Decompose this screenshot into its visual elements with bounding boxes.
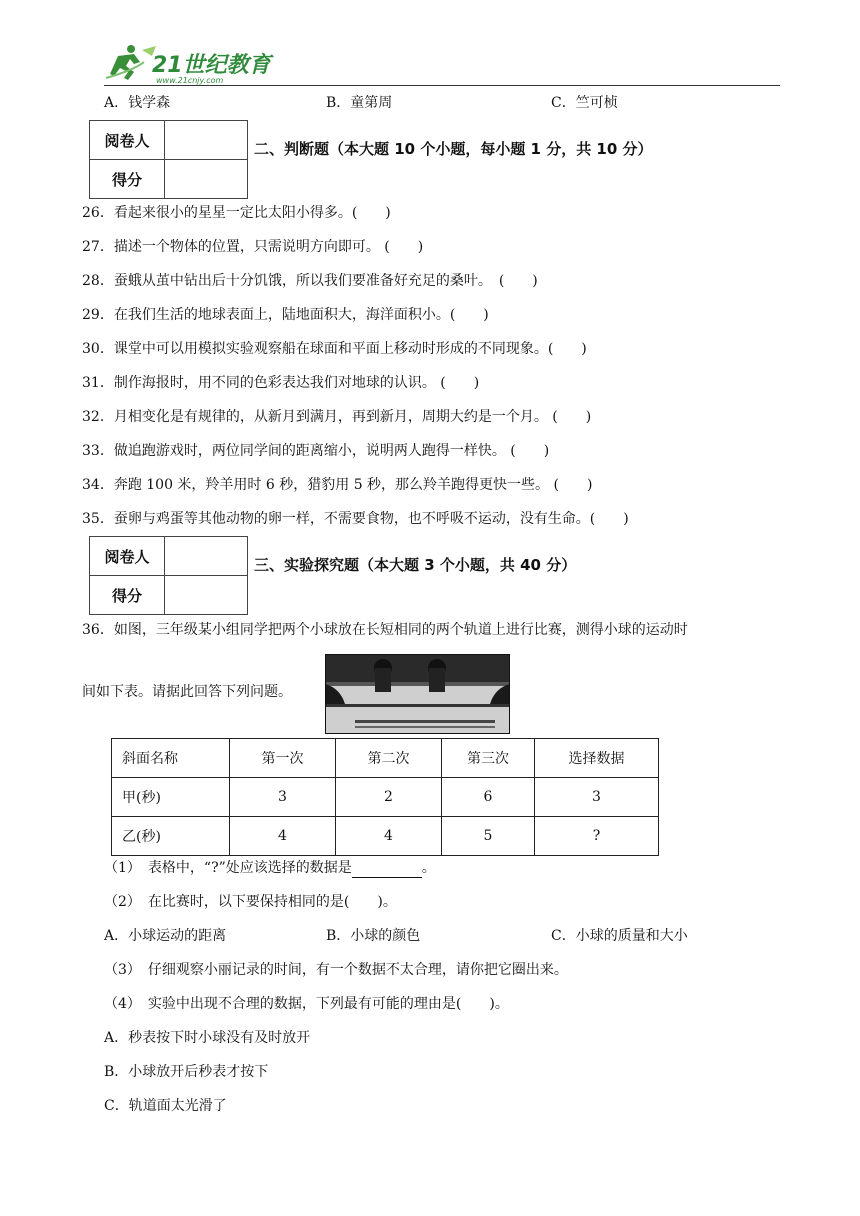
q36-sub1-end: 。 <box>421 860 436 876</box>
answer-blank[interactable] <box>352 863 422 878</box>
table-cell: 3 <box>230 778 336 817</box>
table-cell: 乙(秒) <box>112 817 230 856</box>
q25-option-b: B．童第周 <box>326 95 393 111</box>
table-cell: 5 <box>442 817 535 856</box>
q36-sub2-option-a: A．小球运动的距离 <box>104 928 227 944</box>
q36-sub3: （3） 仔细观察小丽记录的时间，有一个数据不太合理，请你把它圈出来。 <box>104 962 568 978</box>
table-cell: 2 <box>336 778 442 817</box>
q36-sub2: （2） 在比赛时，以下要保持相同的是( )。 <box>104 894 397 910</box>
reviewer-field[interactable] <box>165 121 248 160</box>
question-36-stem-line1: 36．如图，三年级某小组同学把两个小球放在长短相同的两个轨道上进行比赛，测得小球的运动时 <box>82 622 688 638</box>
reviewer-label: 阅卷人 <box>90 121 165 160</box>
q36-sub2-option-b: B．小球的颜色 <box>326 928 421 944</box>
table-header-cell: 斜面名称 <box>112 739 230 778</box>
score-label: 得分 <box>90 160 165 199</box>
score-field[interactable] <box>165 576 248 615</box>
question-33: 33．做追跑游戏时，两位同学间的距离缩小，说明两人跑得一样快。 ( ) <box>82 443 550 459</box>
q36-sub4: （4） 实验中出现不合理的数据，下列最有可能的理由是( )。 <box>104 996 509 1012</box>
table-cell: 3 <box>535 778 659 817</box>
q36-sub4-option-c: C．轨道面太光滑了 <box>104 1098 227 1114</box>
question-26: 26．看起来很小的星星一定比太阳小得多。( ) <box>82 205 391 221</box>
section3-title: 三、实验探究题（本大题 3 个小题，共 40 分） <box>254 556 577 574</box>
race-time-table <box>111 738 659 856</box>
question-30: 30．课堂中可以用模拟实验观察船在球面和平面上移动时形成的不同现象。( ) <box>82 341 587 357</box>
section2-title: 二、判断题（本大题 10 个小题，每小题 1 分，共 10 分） <box>254 140 653 158</box>
question-36-stem-line2: 间如下表。请据此回答下列问题。 <box>82 684 292 700</box>
q36-sub2-option-c: C．小球的质量和大小 <box>551 928 688 944</box>
table-cell: 6 <box>442 778 535 817</box>
track-experiment-photo <box>325 654 510 734</box>
table-header-cell: 第一次 <box>230 739 336 778</box>
question-29: 29．在我们生活的地球表面上，陆地面积大，海洋面积小。( ) <box>82 307 489 323</box>
question-28: 28．蚕蛾从茧中钻出后十分饥饿，所以我们要准备好充足的桑叶。 ( ) <box>82 273 538 289</box>
question-31: 31．制作海报时，用不同的色彩表达我们对地球的认识。 ( ) <box>82 375 480 391</box>
score-field[interactable] <box>165 160 248 199</box>
table-header-cell: 第三次 <box>442 739 535 778</box>
reviewer-field[interactable] <box>165 537 248 576</box>
q36-sub1-text: （1） 表格中，“?”处应该选择的数据是 <box>104 860 352 876</box>
table-cell: 4 <box>230 817 336 856</box>
q25-option-c: C．竺可桢 <box>551 95 618 111</box>
table-row <box>112 817 659 856</box>
question-32: 32．月相变化是有规律的，从新月到满月，再到新月，周期大约是一个月。 ( ) <box>82 409 592 425</box>
table-header-cell: 选择数据 <box>535 739 659 778</box>
svg-text:21世纪教育: 21世纪教育 <box>152 53 271 78</box>
table-cell: ? <box>535 817 659 856</box>
score-label: 得分 <box>90 576 165 615</box>
q36-sub1 <box>104 858 436 878</box>
question-34: 34．奔跑 100 米，羚羊用时 6 秒，猎豹用 5 秒，那么羚羊跑得更快一些。 ( ) <box>82 477 593 493</box>
table-cell: 甲(秒) <box>112 778 230 817</box>
question-35: 35．蚕卵与鸡蛋等其他动物的卵一样，不需要食物，也不呼吸不运动，没有生命。( ) <box>82 511 629 527</box>
q36-sub4-option-b: B．小球放开后秒表才按下 <box>104 1064 269 1080</box>
svg-text:www.21cnjy.com: www.21cnjy.com <box>156 76 224 85</box>
site-logo <box>104 42 274 86</box>
table-row <box>112 778 659 817</box>
reviewer-label: 阅卷人 <box>90 537 165 576</box>
section2-score-box <box>89 120 248 199</box>
section3-score-box <box>89 536 248 615</box>
table-header-cell: 第二次 <box>336 739 442 778</box>
question-27: 27．描述一个物体的位置，只需说明方向即可。 ( ) <box>82 239 424 255</box>
q25-option-a: A．钱学森 <box>104 95 171 111</box>
header-rule <box>104 85 780 86</box>
q36-sub4-option-a: A．秒表按下时小球没有及时放开 <box>104 1030 311 1046</box>
table-header-row <box>112 739 659 778</box>
table-cell: 4 <box>336 817 442 856</box>
